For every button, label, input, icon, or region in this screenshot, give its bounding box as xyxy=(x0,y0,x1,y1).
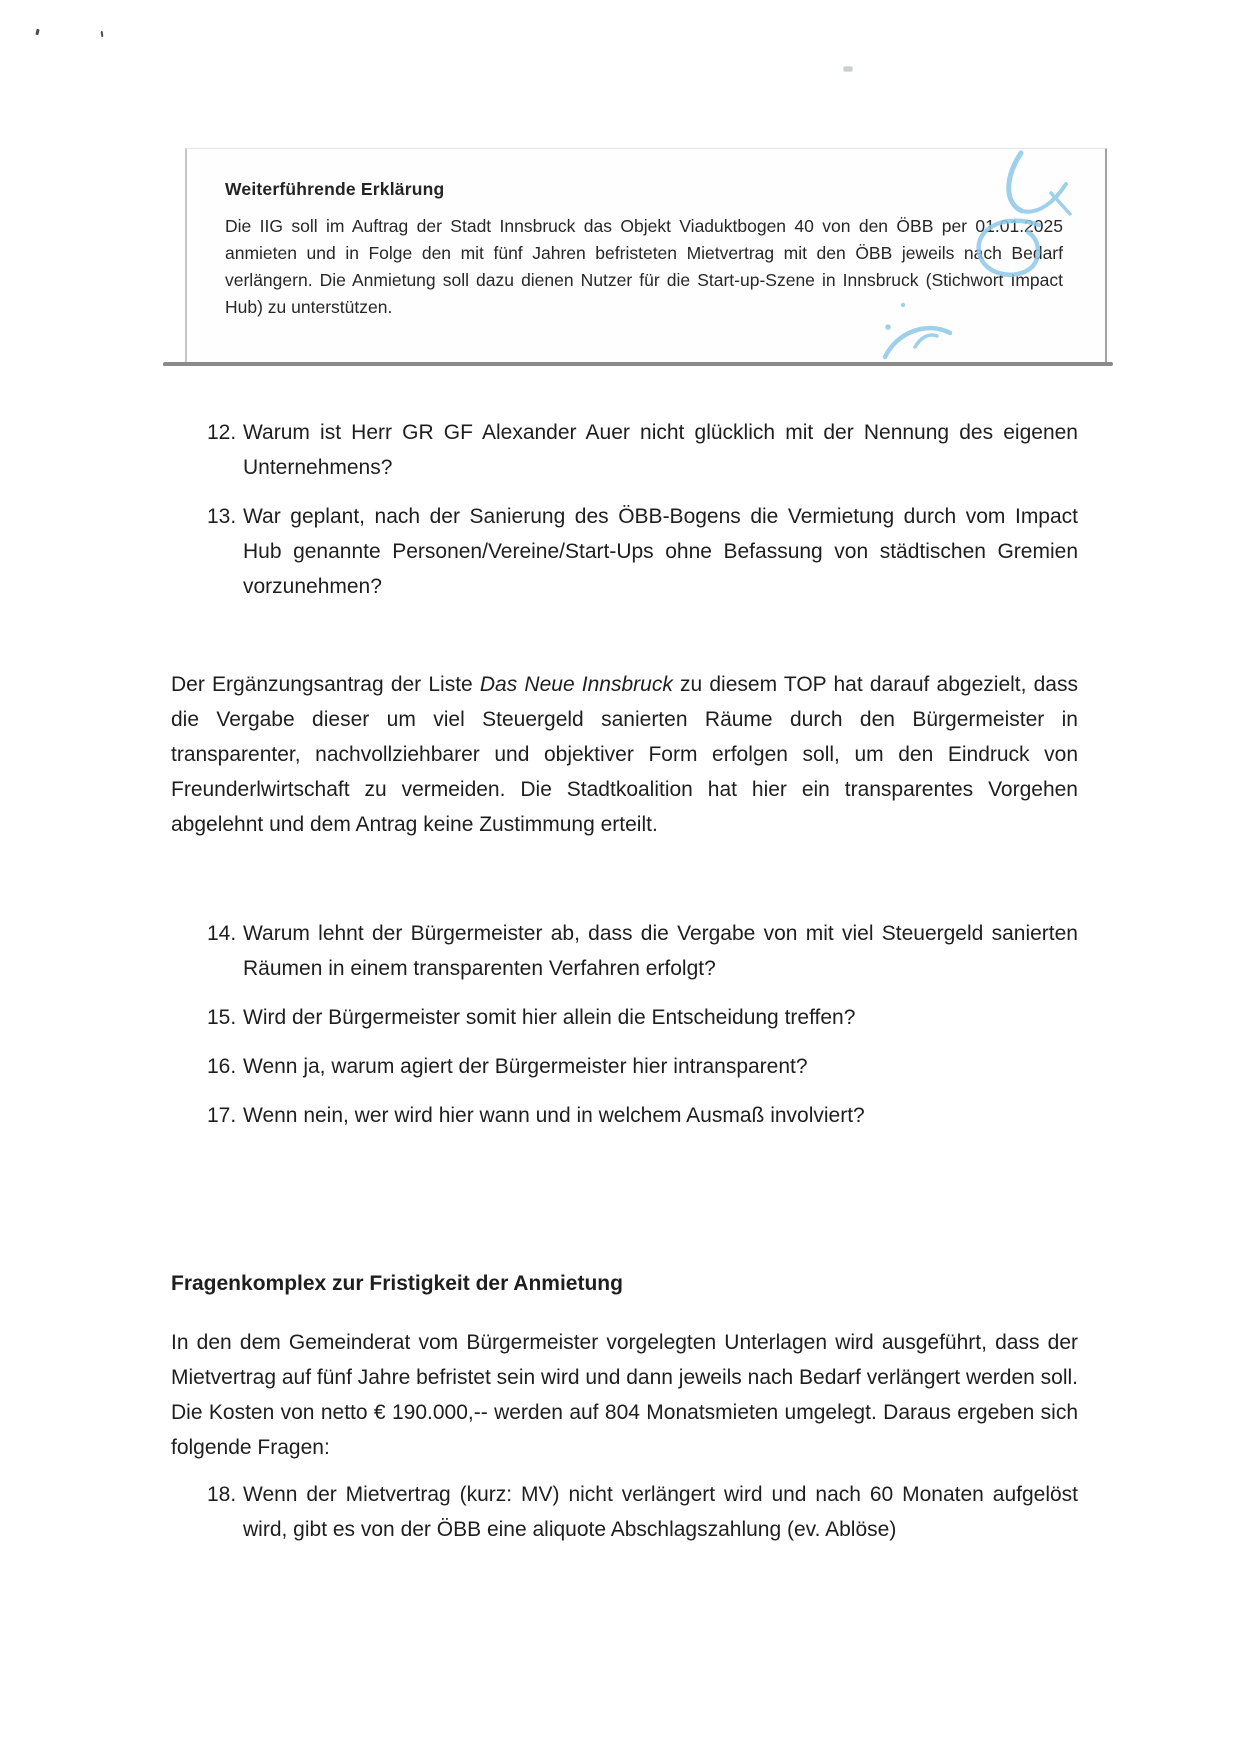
question-item-12 xyxy=(171,415,1078,485)
question-item-16 xyxy=(171,1049,1078,1084)
question-text: Wenn ja, warum agiert der Bürgermeister hier intransparent? xyxy=(243,1055,808,1078)
question-item-18 xyxy=(171,1477,1078,1547)
question-text: Wird der Bürgermeister somit hier allein die Entscheidung treffen? xyxy=(243,1006,856,1029)
question-number: 13. xyxy=(207,505,237,528)
question-list-14-17 xyxy=(171,916,1078,1133)
question-number: 18. xyxy=(207,1483,237,1506)
question-number: 14. xyxy=(207,922,237,945)
explanation-box-body: Die IIG soll im Auftrag der Stadt Innsbruck das Objekt Viaduktbogen 40 von den ÖBB per 01.01.2025 anmieten und in Folge den mit fünf Jahren befristeten Mietvertrag mit den ÖBB jeweils nach Bedarf verlängern. Die Anmietung soll dazu dienen Nutzer für die Start-up-Szene in Innsbruck (Stichwort Impact Hub) zu unterstützen. xyxy=(225,216,1063,317)
list-name-italic: Das Neue Innsbruck xyxy=(479,673,673,696)
question-list-12-13 xyxy=(171,415,1078,604)
scan-speck xyxy=(35,29,39,36)
question-number: 15. xyxy=(207,1006,237,1029)
question-item-15 xyxy=(171,1000,1078,1035)
paragraph-amendment-lead: Der Ergänzungsantrag der Liste xyxy=(171,673,480,696)
question-text: War geplant, nach der Sanierung des ÖBB-Bogens die Vermietung durch vom Impact Hub genannte Personen/Vereine/Start-Ups ohne Befassung von städtischen Gremien vorzunehmen? xyxy=(243,505,1078,598)
explanation-box-title: Weiterführende Erklärung xyxy=(225,179,445,199)
section-heading: Fragenkomplex zur Fristigkeit der Anmietung xyxy=(171,1272,623,1295)
paragraph-rental-terms: In den dem Gemeinderat vom Bürgermeister vorgelegten Unterlagen wird ausgeführt, dass der Mietvertrag auf fünf Jahre befristet sein wird und dann jeweils nach Bedarf verlängert werden soll. Die Kosten von netto € 190.000,-- werden auf 804 Monatsmieten umgelegt. Daraus ergeben sich folgende Fragen: xyxy=(171,1331,1078,1459)
explanation-box xyxy=(185,148,1107,362)
paragraph-amendment-rest: zu diesem TOP hat darauf abgezielt, dass die Vergabe dieser um viel Steuergeld sanierten Räume durch den Bürgermeister in transparenter, nachvollziehbarer und objektiver Form erfolgen soll, um den Eindruck von Freunderlwirtschaft zu vermeiden. Die Stadtkoalition hat hier ein transparentes Vorgehen abgelehnt und dem Antrag keine Zustimmung erteilt. xyxy=(171,673,1078,836)
explanation-box-bottom-border xyxy=(163,362,1113,366)
question-item-13 xyxy=(171,499,1078,604)
question-text: Warum ist Herr GR GF Alexander Auer nicht glücklich mit der Nennung des eigenen Unternehmens? xyxy=(243,421,1078,479)
question-text: Wenn der Mietvertrag (kurz: MV) nicht verlängert wird und nach 60 Monaten aufgelöst wird, gibt es von der ÖBB eine aliquote Abschlagszahlung (ev. Ablöse) xyxy=(243,1483,1078,1541)
paragraph-amendment xyxy=(171,667,1078,842)
question-text: Wenn nein, wer wird hier wann und in welchem Ausmaß involviert? xyxy=(243,1104,865,1127)
question-item-14 xyxy=(171,916,1078,986)
question-text: Warum lehnt der Bürgermeister ab, dass die Vergabe von mit viel Steuergeld sanierten Räumen in einem transparenten Verfahren erfolgt? xyxy=(243,922,1078,980)
scan-speck xyxy=(843,66,853,72)
scan-speck xyxy=(101,31,104,37)
question-number: 17. xyxy=(207,1104,237,1127)
question-number: 12. xyxy=(207,421,237,444)
question-item-17 xyxy=(171,1098,1078,1133)
question-list-18 xyxy=(171,1477,1078,1547)
question-number: 16. xyxy=(207,1055,237,1078)
